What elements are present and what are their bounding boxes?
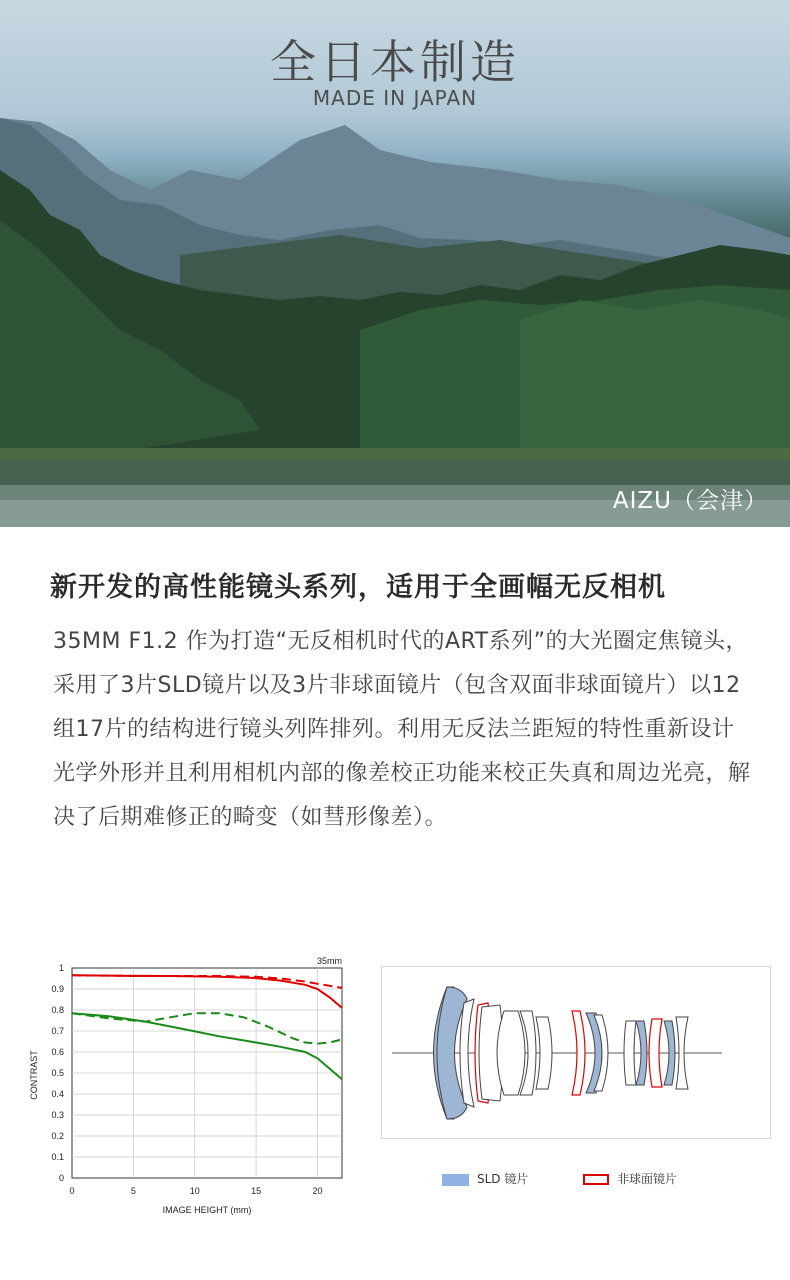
chart-x-axis-label: IMAGE HEIGHT (mm) bbox=[162, 1205, 252, 1215]
y-tick-label: 0.9 bbox=[51, 984, 64, 994]
chart-grid bbox=[72, 968, 342, 1178]
chart-ticks bbox=[51, 963, 322, 1196]
x-tick-label: 15 bbox=[251, 1186, 262, 1196]
location-caption: AIZU（会津） bbox=[612, 488, 768, 514]
y-tick-label: 0.2 bbox=[51, 1131, 64, 1141]
y-tick-label: 0.7 bbox=[51, 1026, 64, 1036]
chart-series bbox=[72, 975, 342, 1079]
y-tick-label: 0.5 bbox=[51, 1068, 64, 1078]
y-tick-label: 0 bbox=[58, 1173, 64, 1183]
y-tick-label: 0.3 bbox=[51, 1110, 64, 1120]
y-tick-label: 0.6 bbox=[51, 1047, 64, 1057]
section-paragraph: 35MM F1.2 作为打造“无反相机时代的ART系列”的大光圈定焦镜头，采用了3片SLD镜片以及3片非球面镜片（包含双面非球面镜片）以12组17片的结构进行镜头列阵排列。利用无反法兰距短的特性重新设计光学外形并且利用相机内部的像差校正功能来校正失真和周边光亮，解决了后期难修正的畸变（如彗形像差）。 bbox=[53, 629, 751, 830]
series-line-3 bbox=[72, 1013, 342, 1079]
chart-y-axis-label: CONTRAST bbox=[29, 1050, 39, 1100]
section-heading: 新开发的高性能镜头系列，适用于全画幅无反相机 bbox=[50, 572, 666, 603]
y-tick-label: 0.8 bbox=[51, 1005, 64, 1015]
legend-aspherical bbox=[583, 1170, 677, 1187]
sld-swatch bbox=[442, 1174, 469, 1186]
chart-title: 35mm bbox=[316, 956, 342, 966]
x-tick-label: 0 bbox=[69, 1186, 75, 1196]
x-tick-label: 5 bbox=[130, 1186, 136, 1196]
hero-image bbox=[0, 0, 790, 527]
lens-elements-drawing bbox=[382, 967, 770, 1138]
x-tick-label: 20 bbox=[312, 1186, 323, 1196]
hero-title: 全日本制造 bbox=[270, 35, 520, 89]
sld-label: SLD 镜片 bbox=[477, 1172, 529, 1186]
hero-subtitle: MADE IN JAPAN bbox=[312, 86, 478, 110]
mtf-chart bbox=[20, 950, 360, 1220]
y-tick-label: 1 bbox=[58, 963, 64, 973]
aspherical-label: 非球面镜片 bbox=[617, 1172, 678, 1186]
legend-sld bbox=[442, 1170, 528, 1187]
aspherical-swatch bbox=[583, 1174, 609, 1185]
y-tick-label: 0.1 bbox=[51, 1152, 64, 1162]
x-tick-label: 10 bbox=[189, 1186, 200, 1196]
lens-construction-diagram bbox=[381, 966, 771, 1139]
lens-element-11 bbox=[624, 1021, 636, 1085]
y-tick-label: 0.4 bbox=[51, 1089, 64, 1099]
lens-element-5 bbox=[497, 1011, 525, 1095]
